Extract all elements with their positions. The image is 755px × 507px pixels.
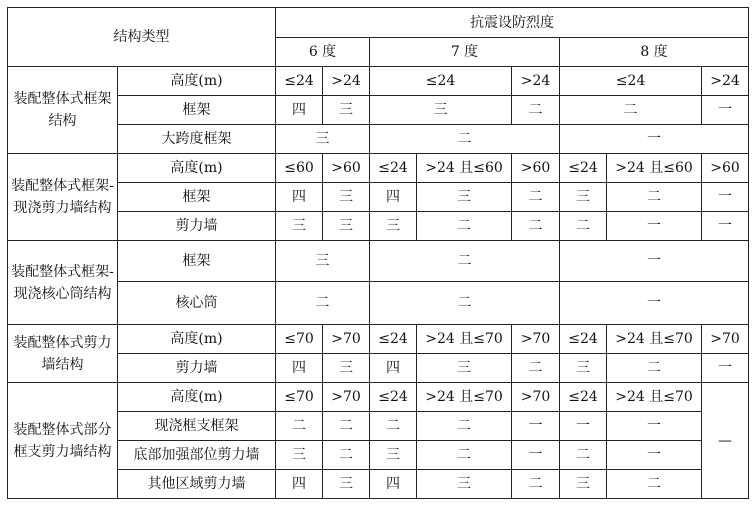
cell-height: ≤24 [560, 67, 702, 96]
cell-height: >60 [323, 154, 370, 183]
row-label-frame: 框架 [118, 241, 276, 282]
cell-grade: 一 [560, 125, 749, 154]
cell-grade: 三 [417, 470, 512, 499]
cell-grade: 四 [276, 96, 323, 125]
cell-height: >70 [512, 383, 560, 412]
row-label-core-tube: 核心筒 [118, 282, 276, 325]
cell-grade: 一 [702, 183, 749, 212]
cell-grade: 二 [512, 354, 560, 383]
cell-grade: 一 [702, 212, 749, 241]
cell-grade: 三 [276, 241, 370, 282]
cell-height: ≤24 [370, 154, 417, 183]
row-label-other-area-wall: 其他区域剪力墙 [118, 470, 276, 499]
degree-8-header: 8 度 [560, 38, 749, 67]
cell-grade: 一 [512, 441, 560, 470]
row-label-shear-wall: 剪力墙 [118, 354, 276, 383]
cell-height: >70 [323, 325, 370, 354]
cell-height: >24 且≤70 [417, 383, 512, 412]
row-label-height: 高度(m) [118, 154, 276, 183]
row-label-height: 高度(m) [118, 67, 276, 96]
cell-grade: 四 [370, 470, 417, 499]
cell-height: >24 且≤70 [607, 383, 702, 412]
cell-height: >70 [512, 325, 560, 354]
cell-height: ≤24 [370, 67, 512, 96]
cell-height: >24 且≤60 [607, 154, 702, 183]
row-label-long-span-frame: 大跨度框架 [118, 125, 276, 154]
cell-grade: 一 [702, 354, 749, 383]
cell-grade: 二 [370, 412, 417, 441]
degree-7-header: 7 度 [370, 38, 560, 67]
cell-grade: 四 [276, 183, 323, 212]
cell-height: ≤24 [370, 383, 417, 412]
group-frame-shear-wall-structure: 装配整体式框架-现浇剪力墙结构 [8, 154, 118, 241]
cell-grade: 三 [276, 441, 323, 470]
cell-grade: 三 [417, 183, 512, 212]
group-frame-core-tube-structure: 装配整体式框架-现浇核心筒结构 [8, 241, 118, 325]
cell-height: >70 [702, 325, 749, 354]
cell-height: ≤24 [276, 67, 323, 96]
cell-grade: 二 [417, 441, 512, 470]
cell-height: ≤24 [560, 383, 607, 412]
cell-grade: 三 [370, 212, 417, 241]
cell-height: ≤70 [276, 383, 323, 412]
cell-grade: 三 [323, 183, 370, 212]
cell-grade: 三 [323, 470, 370, 499]
cell-grade: 一 [560, 241, 749, 282]
cell-grade: 四 [276, 470, 323, 499]
structure-type-header: 结构类型 [8, 8, 276, 67]
degree-6-header: 6 度 [276, 38, 370, 67]
cell-height: ≤24 [560, 325, 607, 354]
cell-height: >24 [323, 67, 370, 96]
group-frame-supported-shear-wall-structure: 装配整体式部分框支剪力墙结构 [8, 383, 118, 499]
cell-grade: 三 [323, 354, 370, 383]
cell-grade: 二 [512, 183, 560, 212]
cell-not-applicable: — [702, 383, 749, 499]
cell-height: >60 [512, 154, 560, 183]
cell-grade: 一 [560, 412, 607, 441]
cell-grade: 一 [560, 282, 749, 325]
cell-grade: 二 [607, 354, 702, 383]
cell-grade: 三 [560, 354, 607, 383]
cell-height: >24 且≤70 [607, 325, 702, 354]
cell-grade: 二 [607, 183, 702, 212]
cell-grade: 三 [417, 354, 512, 383]
cell-grade: 二 [323, 441, 370, 470]
cell-grade: 二 [276, 412, 323, 441]
row-label-bottom-strengthened-wall: 底部加强部位剪力墙 [118, 441, 276, 470]
cell-grade: 一 [607, 212, 702, 241]
cell-grade: 二 [370, 282, 560, 325]
cell-grade: 三 [323, 96, 370, 125]
intensity-header: 抗震设防烈度 [276, 8, 749, 38]
cell-height: ≤24 [370, 325, 417, 354]
cell-grade: 三 [370, 96, 512, 125]
cell-grade: 一 [512, 412, 560, 441]
cell-height: >24 [702, 67, 749, 96]
cell-height: ≤24 [560, 154, 607, 183]
cell-grade: 二 [370, 125, 560, 154]
cell-grade: 四 [276, 354, 323, 383]
row-label-frame: 框架 [118, 183, 276, 212]
seismic-grade-table [7, 7, 749, 499]
cell-grade: 二 [512, 96, 560, 125]
group-shear-wall-structure: 装配整体式剪力墙结构 [8, 325, 118, 383]
cell-grade: 二 [276, 282, 370, 325]
cell-grade: 二 [512, 470, 560, 499]
cell-grade: 二 [560, 212, 607, 241]
cell-height: ≤70 [276, 325, 323, 354]
cell-grade: 三 [276, 212, 323, 241]
cell-grade: 一 [607, 441, 702, 470]
cell-grade: 二 [417, 412, 512, 441]
cell-grade: 一 [607, 412, 702, 441]
cell-height: >24 且≤70 [417, 325, 512, 354]
cell-grade: 四 [370, 183, 417, 212]
cell-grade: 一 [702, 96, 749, 125]
cell-height: >70 [323, 383, 370, 412]
cell-height: >24 [512, 67, 560, 96]
cell-grade: 四 [370, 354, 417, 383]
cell-grade: 二 [560, 96, 702, 125]
row-label-height: 高度(m) [118, 325, 276, 354]
cell-grade: 三 [323, 212, 370, 241]
cell-grade: 二 [560, 441, 607, 470]
row-label-frame: 框架 [118, 96, 276, 125]
cell-grade: 三 [560, 470, 607, 499]
cell-grade: 三 [276, 125, 370, 154]
cell-grade: 二 [512, 212, 560, 241]
cell-grade: 二 [370, 241, 560, 282]
cell-grade: 二 [323, 412, 370, 441]
cell-grade: 三 [560, 183, 607, 212]
group-frame-structure: 装配整体式框架结构 [8, 67, 118, 154]
cell-height: ≤60 [276, 154, 323, 183]
row-label-height: 高度(m) [118, 383, 276, 412]
cell-height: >24 且≤60 [417, 154, 512, 183]
row-label-shear-wall: 剪力墙 [118, 212, 276, 241]
cell-grade: 二 [607, 470, 702, 499]
cell-grade: 二 [417, 212, 512, 241]
cell-height: >60 [702, 154, 749, 183]
row-label-cast-frame-support: 现浇框支框架 [118, 412, 276, 441]
cell-grade: 三 [370, 441, 417, 470]
